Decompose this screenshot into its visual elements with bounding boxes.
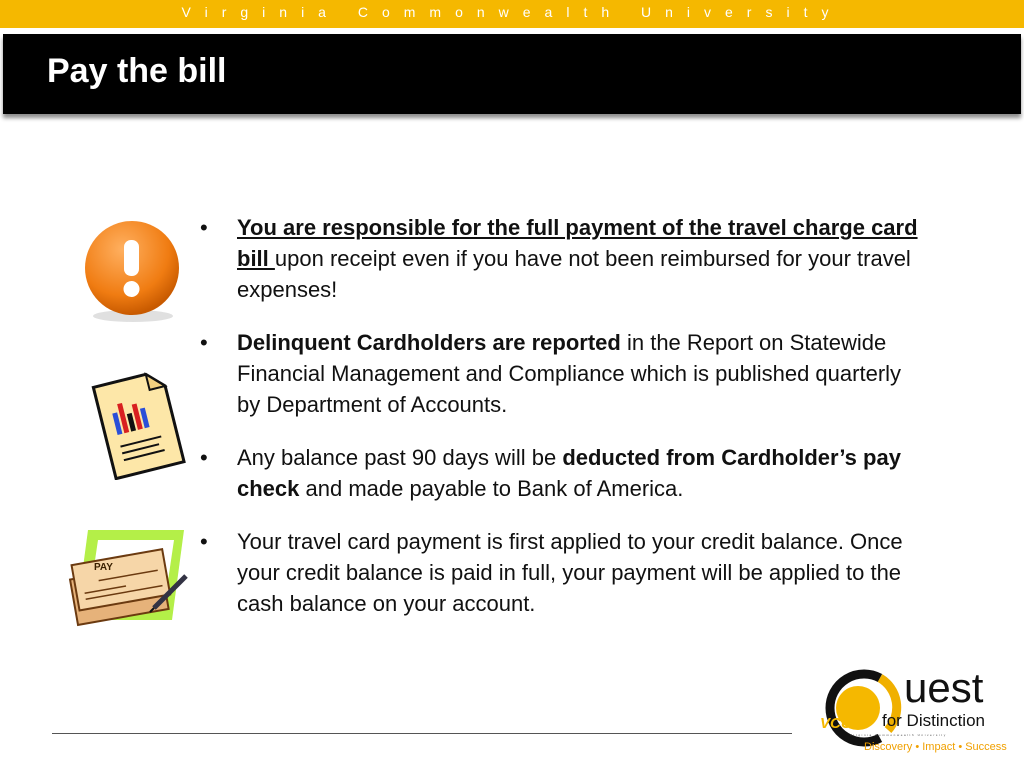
logo-vcu: VCU <box>820 715 852 732</box>
logo-microline: Virginia Commonwealth University <box>850 733 947 737</box>
logo-quest-text: uest <box>904 664 984 711</box>
bullet3-rest: and made payable to Bank of America. <box>299 476 684 501</box>
bullet2-bold: Delinquent Cardholders are reported <box>237 330 621 355</box>
report-document-icon <box>88 372 186 480</box>
cheque-pay-label: PAY <box>94 562 113 573</box>
bullet-delinquent <box>200 327 920 420</box>
logo-for-distinction: for Distinction <box>882 711 985 730</box>
warning-icon <box>82 218 184 326</box>
title-bar <box>3 34 1021 114</box>
bullet1-underlined: You are responsible for the full payment of the travel charge card bill <box>237 215 918 271</box>
logo-tagline: Discovery • Impact • Success <box>864 741 1007 753</box>
bullet1-rest: upon receipt even if you have not been reimbursed for your travel expenses! <box>237 246 911 302</box>
institution-name: Virginia Commonwealth University <box>181 4 843 20</box>
bullet-deduction <box>200 442 920 504</box>
bullet4-text: Your travel card payment is first applied to your credit balance. Once your credit balance is paid in full, your payment will be applied to the cash balance on your account. <box>237 529 903 616</box>
slide-title: Pay the bill <box>47 52 227 90</box>
bullet3-bold: deducted from Cardholder’s pay check <box>237 445 901 501</box>
footer-divider <box>52 733 792 734</box>
pay-cheque-icon <box>66 526 192 638</box>
bullet2-rest: in the Report on Statewide Financial Management and Compliance which is published quarterly by Department of Accounts. <box>237 330 902 417</box>
top-banner <box>0 0 1024 28</box>
bullet-list <box>200 212 920 641</box>
bullet-responsibility <box>200 212 920 305</box>
bullet3-pre: Any balance past 90 days will be <box>237 445 563 470</box>
bullet-payment-order <box>200 526 920 619</box>
